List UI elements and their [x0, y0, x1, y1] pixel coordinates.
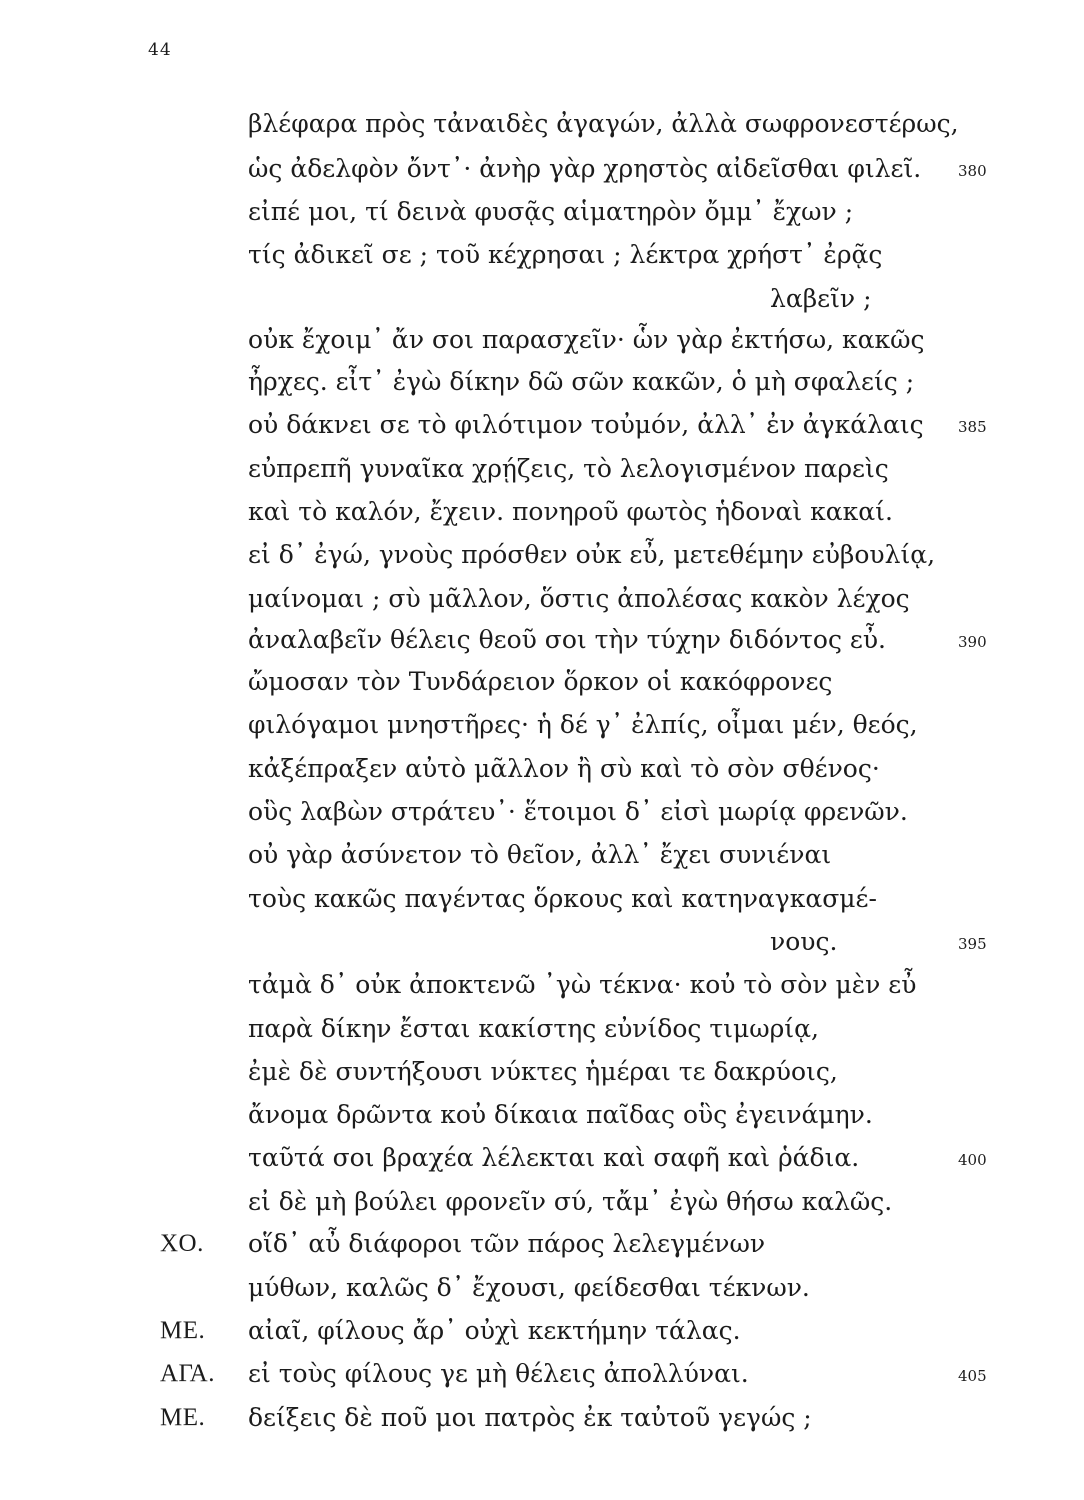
verse-text: οὐκ ἔχοιμ᾽ ἄν σοι παρασχεῖν· ὧν γὰρ ἐκτήσω, κακῶς [248, 325, 925, 354]
verse-text: οὐ γὰρ ἀσύνετον τὸ θεῖον, ἀλλ᾽ ἔχει συνιέναι [248, 840, 832, 869]
verse-line [0, 747, 1084, 791]
verse-line [0, 1136, 1084, 1180]
verse-line [0, 1396, 1084, 1440]
verse-text: εἰ τοὺς φίλους γε μὴ θέλεις ἀπολλύναι. [248, 1359, 749, 1388]
line-number: 400 [958, 1151, 987, 1169]
line-number: 405 [958, 1367, 987, 1385]
verse-line [0, 1352, 1084, 1396]
verse-text: εὐπρεπῆ γυναῖκα χρῄζεις, τὸ λελογισμένον παρεὶς [248, 454, 889, 483]
verse-text: παρὰ δίκην ἔσται κακίστης εὐνίδος τιμωρίᾳ, [248, 1014, 819, 1043]
verse-line [0, 877, 1084, 921]
verse-text: ἄνομα δρῶντα κοὐ δίκαια παῖδας οὓς ἐγεινάμην. [248, 1100, 873, 1129]
verse-line [0, 360, 1084, 404]
verse-line [0, 660, 1084, 704]
verse-text: δείξεις δὲ ποῦ μοι πατρὸς ἐκ ταὐτοῦ γεγώς ; [248, 1403, 812, 1432]
verse-line [0, 277, 1084, 321]
verse-line [0, 790, 1084, 834]
verse-text: ὡς ἀδελφὸν ὄντ᾽· ἀνὴρ γὰρ χρηστὸς αἰδεῖσθαι φιλεῖ. [248, 154, 922, 183]
verse-text: λαβεῖν ; [770, 284, 872, 313]
verse-line [0, 577, 1084, 621]
verse-line [0, 1050, 1084, 1094]
verse-text: ὤμοσαν τὸν Τυνδάρειον ὅρκον οἱ κακόφρονες [248, 667, 833, 696]
verse-line [0, 447, 1084, 491]
verse-text: εἰ δὲ μὴ βούλει φρονεῖν σύ, τἄμ᾽ ἐγὼ θήσω καλῶς. [248, 1187, 893, 1216]
verse-text: καὶ τὸ καλόν, ἔχειν. πονηροῦ φωτὸς ἡδοναὶ κακαί. [248, 497, 893, 526]
speaker-label: ΜΕ. [160, 1404, 206, 1431]
verse-text: τἀμὰ δ᾽ οὐκ ἀποκτενῶ ᾽γὼ τέκνα· κοὐ τὸ σὸν μὲν εὖ [248, 970, 917, 999]
verse-line [0, 190, 1084, 234]
verse-text: ἐμὲ δὲ συντήξουσι νύκτες ἡμέραι τε δακρύοις, [248, 1057, 838, 1086]
verse-text: οἵδ᾽ αὖ διάφοροι τῶν πάρος λελεγμένων [248, 1229, 766, 1258]
verse-line [0, 490, 1084, 534]
verse-line [0, 1309, 1084, 1353]
verse-text: κἀξέπραξεν αὐτὸ μᾶλλον ἢ σὺ καὶ τὸ σὸν σθένος· [248, 754, 880, 783]
verse-line [0, 1093, 1084, 1137]
verse-text: ἀναλαβεῖν θέλεις θεοῦ σοι τὴν τύχην διδόντος εὖ. [248, 625, 886, 654]
verse-text: οὓς λαβὼν στράτευ᾽· ἕτοιμοι δ᾽ εἰσὶ μωρίᾳ φρενῶν. [248, 797, 908, 826]
verse-line [0, 147, 1084, 191]
line-number: 395 [958, 935, 987, 953]
verse-line [0, 1222, 1084, 1266]
verse-text: ἦρχες. εἶτ᾽ ἐγὼ δίκην δῶ σῶν κακῶν, ὁ μὴ σφαλείς ; [248, 367, 915, 396]
verse-text: τοὺς κακῶς παγέντας ὅρκους καὶ κατηναγκασμέ- [248, 884, 877, 913]
verse-line [0, 318, 1084, 362]
verse-text: οὐ δάκνει σε τὸ φιλότιμον τοὐμόν, ἀλλ᾽ ἐν ἀγκάλαις [248, 410, 924, 439]
speaker-label: ΧΟ. [160, 1230, 204, 1257]
verse-line [0, 1180, 1084, 1224]
verse-line [0, 618, 1084, 662]
verse-line [0, 1266, 1084, 1310]
verse-text: εἰ δ᾽ ἐγώ, γνοὺς πρόσθεν οὐκ εὖ, μετεθέμην εὐβουλίᾳ, [248, 540, 936, 569]
verse-text: εἰπέ μοι, τί δεινὰ φυσᾷς αἱματηρὸν ὄμμ᾽ ἔχων ; [248, 197, 854, 226]
verse-line [0, 1007, 1084, 1051]
verse-text: βλέφαρα πρὸς τἀναιδὲς ἀγαγών, ἀλλὰ σωφρονεστέρως, [248, 109, 959, 138]
line-number: 385 [958, 418, 987, 436]
speaker-label: ΜΕ. [160, 1317, 206, 1344]
speaker-label: ΑΓΑ. [160, 1360, 215, 1387]
verse-line [0, 102, 1084, 146]
verse-line [0, 963, 1084, 1007]
line-number: 380 [958, 162, 987, 180]
page-number: 44 [148, 40, 172, 60]
verse-line [0, 833, 1084, 877]
verse-text: φιλόγαμοι μνηστῆρες· ἡ δέ γ᾽ ἐλπίς, οἶμαι μέν, θεός, [248, 710, 918, 739]
verse-line [0, 920, 1084, 964]
verse-line [0, 233, 1084, 277]
verse-text: νους. [770, 927, 838, 956]
verse-text: ταῦτά σοι βραχέα λέλεκται καὶ σαφῆ καὶ ῥάδια. [248, 1143, 860, 1172]
verse-text: αἰαῖ, φίλους ἄρ᾽ οὐχὶ κεκτήμην τάλας. [248, 1316, 741, 1345]
verse-text: μαίνομαι ; σὺ μᾶλλον, ὅστις ἀπολέσας κακὸν λέχος [248, 584, 910, 613]
verse-line [0, 403, 1084, 447]
verse-text: τίς ἀδικεῖ σε ; τοῦ κέχρησαι ; λέκτρα χρήστ᾽ ἐρᾷς [248, 240, 883, 269]
line-number: 390 [958, 633, 987, 651]
verse-line [0, 533, 1084, 577]
verse-text: μύθων, καλῶς δ᾽ ἔχουσι, φείδεσθαι τέκνων. [248, 1273, 810, 1302]
verse-line [0, 703, 1084, 747]
